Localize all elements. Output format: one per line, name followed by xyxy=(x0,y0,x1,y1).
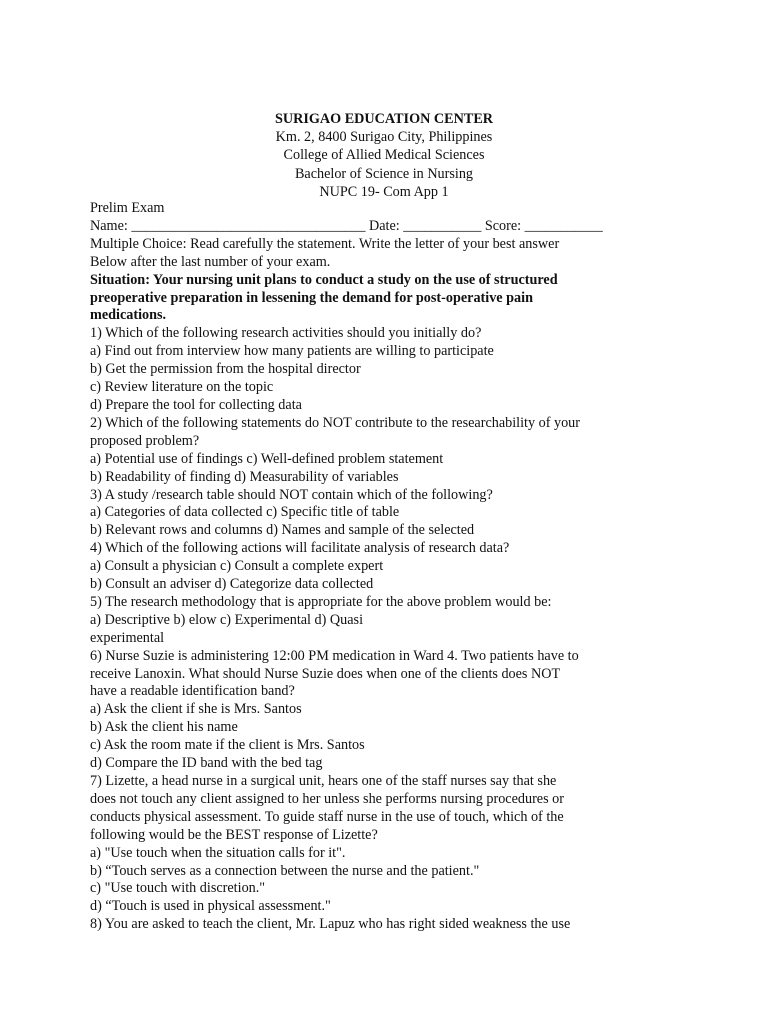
question-1-option-b: b) Get the permission from the hospital director xyxy=(90,361,361,378)
question-3-options-ac: a) Categories of data collected c) Specific title of table xyxy=(90,504,400,521)
name-date-score-line: Name: _________________________________ Date: ___________ Score: ___________ xyxy=(90,217,603,234)
question-5: 5) The research methodology that is appropriate for the above problem would be: xyxy=(90,593,552,610)
question-7: 7) Lizette, a head nurse in a surgical unit, hears one of the staff nurses say that she xyxy=(90,773,557,789)
school-address: Km. 2, 8400 Surigao City, Philippines xyxy=(275,129,493,146)
instructions-line: Below after the last number of your exam. xyxy=(90,253,331,270)
school-name: SURIGAO EDUCATION CENTER xyxy=(274,111,494,127)
question-6-option-c: c) Ask the room mate if the client is Mrs. Santos xyxy=(90,737,365,754)
question-7: does not touch any client assigned to her unless she performs nursing procedures or xyxy=(90,790,564,807)
question-5-options: a) Descriptive b) elow c) Experimental d) Quasi xyxy=(90,611,364,628)
question-2: 2) Which of the following statements do NOT contribute to the researchability of your xyxy=(90,414,581,431)
question-7: following would be the BEST response of Lizette? xyxy=(90,826,378,843)
question-6: 6) Nurse Suzie is administering 12:00 PM medication in Ward 4. Two patients have to xyxy=(90,647,579,664)
exam-header xyxy=(0,110,768,201)
question-6: receive Lanoxin. What should Nurse Suzie does when one of the clients does NOT xyxy=(90,665,561,682)
question-5-options: experimental xyxy=(90,629,165,646)
question-6: have a readable identification band? xyxy=(90,683,295,700)
question-2-options-ac: a) Potential use of findings c) Well-defined problem statement xyxy=(90,450,444,467)
exam-type: Prelim Exam xyxy=(90,200,165,216)
question-2-options-bd: b) Readability of finding d) Measurability of variables xyxy=(90,468,399,485)
question-8: 8) You are asked to teach the client, Mr. Lapuz who has right sided weakness the use xyxy=(90,916,571,933)
question-1-option-d: d) Prepare the tool for collecting data xyxy=(90,396,302,413)
question-2: proposed problem? xyxy=(90,432,200,449)
question-1-option-a: a) Find out from interview how many patients are willing to participate xyxy=(90,343,494,360)
course-code: NUPC 19- Com App 1 xyxy=(319,183,449,200)
question-7-option-b: b) “Touch serves as a connection between the nurse and the patient." xyxy=(90,862,480,879)
college-name: College of Allied Medical Sciences xyxy=(283,147,485,164)
question-6-option-d: d) Compare the ID band with the bed tag xyxy=(90,755,323,772)
question-7: conducts physical assessment. To guide staff nurse in the use of touch, which of the xyxy=(90,808,564,825)
question-1: 1) Which of the following research activities should you initially do? xyxy=(90,325,482,342)
question-7-option-a: a) "Use touch when the situation calls for it". xyxy=(90,844,346,861)
question-3: 3) A study /research table should NOT contain which of the following? xyxy=(90,486,493,503)
program-name: Bachelor of Science in Nursing xyxy=(294,165,474,182)
situation-text: medications. xyxy=(90,307,167,324)
question-7-option-c: c) "Use touch with discretion." xyxy=(90,880,266,897)
exam-body xyxy=(90,200,730,934)
instructions-line: Multiple Choice: Read carefully the statement. Write the letter of your best answer xyxy=(90,235,560,252)
question-7-option-d: d) “Touch is used in physical assessment." xyxy=(90,898,331,915)
question-4-options-bd: b) Consult an adviser d) Categorize data collected xyxy=(90,576,374,593)
question-6-option-a: a) Ask the client if she is Mrs. Santos xyxy=(90,701,302,718)
question-4: 4) Which of the following actions will facilitate analysis of research data? xyxy=(90,540,510,557)
situation-text: Situation: Your nursing unit plans to conduct a study on the use of structured xyxy=(90,271,558,288)
situation-text: preoperative preparation in lessening the demand for post-operative pain xyxy=(90,289,533,306)
question-3-options-bd: b) Relevant rows and columns d) Names and sample of the selected xyxy=(90,522,475,539)
question-6-option-b: b) Ask the client his name xyxy=(90,719,238,736)
question-4-options-ac: a) Consult a physician c) Consult a complete expert xyxy=(90,558,384,575)
question-1-option-c: c) Review literature on the topic xyxy=(90,379,274,396)
